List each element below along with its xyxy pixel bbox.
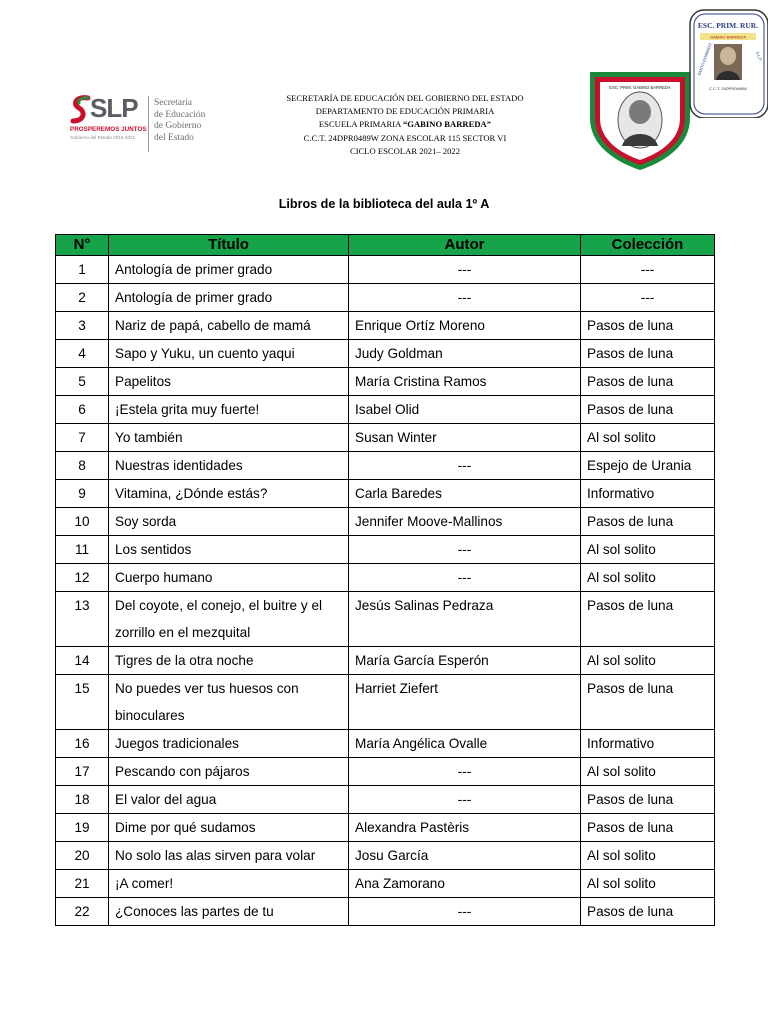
table-row bbox=[56, 592, 715, 647]
cell-titulo: ¡Estela grita muy fuerte! bbox=[109, 396, 349, 424]
cell-autor: Alexandra Pastèris bbox=[349, 814, 581, 842]
column-header-titulo: Título bbox=[109, 235, 349, 256]
cell-coleccion: Pasos de luna bbox=[581, 396, 715, 424]
slp-swirl-icon bbox=[70, 94, 92, 126]
cell-num: 3 bbox=[56, 312, 109, 340]
cell-coleccion: Pasos de luna bbox=[581, 340, 715, 368]
cell-titulo: Cuerpo humano bbox=[109, 564, 349, 592]
table-header-row bbox=[56, 235, 715, 256]
column-header-autor: Autor bbox=[349, 235, 581, 256]
school-shield bbox=[584, 66, 696, 172]
table-row bbox=[56, 786, 715, 814]
table-row bbox=[56, 312, 715, 340]
header-school bbox=[240, 118, 570, 131]
cell-titulo: Vitamina, ¿Dónde estás? bbox=[109, 480, 349, 508]
cell-coleccion: Pasos de luna bbox=[581, 786, 715, 814]
cell-coleccion: Al sol solito bbox=[581, 424, 715, 452]
table-row bbox=[56, 508, 715, 536]
school-seal bbox=[688, 8, 768, 118]
seal-icon bbox=[688, 8, 768, 118]
cell-num: 9 bbox=[56, 480, 109, 508]
secretaria-line: de Gobierno bbox=[154, 121, 202, 131]
cell-num: 17 bbox=[56, 758, 109, 786]
table-row bbox=[56, 424, 715, 452]
table-row bbox=[56, 898, 715, 926]
cell-coleccion: Al sol solito bbox=[581, 564, 715, 592]
zona-escolar: ZONA ESCOLAR 115 bbox=[380, 132, 461, 143]
cell-coleccion: Pasos de luna bbox=[581, 368, 715, 396]
cell-titulo: Juegos tradicionales bbox=[109, 730, 349, 758]
table-row bbox=[56, 564, 715, 592]
cell-autor: Harriet Ziefert bbox=[349, 675, 581, 730]
cell-autor: Ana Zamorano bbox=[349, 870, 581, 898]
header-departamento: DEPARTAMENTO DE EDUCACIÓN PRIMARIA bbox=[315, 106, 495, 117]
cell-titulo: Nuestras identidades bbox=[109, 452, 349, 480]
cell-num: 22 bbox=[56, 898, 109, 926]
cell-autor: --- bbox=[349, 758, 581, 786]
table-row bbox=[56, 536, 715, 564]
cell-coleccion: Espejo de Urania bbox=[581, 452, 715, 480]
column-header-num: N° bbox=[56, 235, 109, 256]
secretaria-line: de Educación bbox=[154, 109, 206, 120]
table-row bbox=[56, 452, 715, 480]
table-row bbox=[56, 814, 715, 842]
cell-autor: --- bbox=[349, 452, 581, 480]
seal-banner: GABINO BARREDA bbox=[709, 34, 747, 40]
cell-titulo: Papelitos bbox=[109, 368, 349, 396]
cell-titulo: Yo también bbox=[109, 424, 349, 452]
school-name: “GABINO BARREDA” bbox=[402, 119, 492, 130]
cell-coleccion: --- bbox=[581, 256, 715, 284]
cell-autor: Josu García bbox=[349, 842, 581, 870]
cell-autor: --- bbox=[349, 898, 581, 926]
cell-titulo: ¿Conoces las partes de tu bbox=[109, 898, 349, 926]
cell-num: 21 bbox=[56, 870, 109, 898]
cell-titulo: ¡A comer! bbox=[109, 870, 349, 898]
cell-autor: Jesús Salinas Pedraza bbox=[349, 592, 581, 647]
cell-autor: María Cristina Ramos bbox=[349, 368, 581, 396]
cell-autor: --- bbox=[349, 786, 581, 814]
cell-num: 15 bbox=[56, 675, 109, 730]
cell-autor: Carla Baredes bbox=[349, 480, 581, 508]
header-cct-row bbox=[240, 132, 570, 145]
ciclo-escolar: CICLO ESCOLAR 2021– 2022 bbox=[349, 145, 461, 156]
cell-coleccion: Al sol solito bbox=[581, 536, 715, 564]
cell-titulo: El valor del agua bbox=[109, 786, 349, 814]
cell-num: 20 bbox=[56, 842, 109, 870]
cell-autor: Enrique Ortíz Moreno bbox=[349, 312, 581, 340]
table-row bbox=[56, 256, 715, 284]
cell-num: 10 bbox=[56, 508, 109, 536]
table-body bbox=[56, 256, 715, 926]
cell-titulo: Antología de primer grado bbox=[109, 284, 349, 312]
cell-num: 19 bbox=[56, 814, 109, 842]
table-row bbox=[56, 368, 715, 396]
cell-num: 1 bbox=[56, 256, 109, 284]
cell-coleccion: Informativo bbox=[581, 730, 715, 758]
books-table bbox=[55, 234, 715, 926]
cell-num: 16 bbox=[56, 730, 109, 758]
cell-titulo: No solo las alas sirven para volar bbox=[109, 842, 349, 870]
cell-num: 2 bbox=[56, 284, 109, 312]
cell-coleccion: Al sol solito bbox=[581, 870, 715, 898]
secretaria-label bbox=[154, 98, 205, 144]
cell-autor: Judy Goldman bbox=[349, 340, 581, 368]
cell-num: 7 bbox=[56, 424, 109, 452]
seal-cct: C.C.T. 24DPR0489W bbox=[709, 86, 747, 91]
logo-divider bbox=[148, 96, 149, 152]
table-row bbox=[56, 647, 715, 675]
secretaria-line: del Estado bbox=[154, 132, 194, 143]
cell-titulo: Antología de primer grado bbox=[109, 256, 349, 284]
shield-caption-graphic bbox=[584, 80, 696, 100]
cell-autor: --- bbox=[349, 256, 581, 284]
cell-num: 6 bbox=[56, 396, 109, 424]
slp-subtagline: Gobierno del Estado 2015-2021 bbox=[70, 135, 136, 140]
cell-autor: --- bbox=[349, 536, 581, 564]
table-row bbox=[56, 842, 715, 870]
column-header-coleccion: Colección bbox=[581, 235, 715, 256]
cell-num: 11 bbox=[56, 536, 109, 564]
table-row bbox=[56, 284, 715, 312]
cell-coleccion: --- bbox=[581, 284, 715, 312]
cell-autor: María García Esperón bbox=[349, 647, 581, 675]
cell-titulo: Sapo y Yuku, un cuento yaqui bbox=[109, 340, 349, 368]
seal-right-text: S.L.P. bbox=[755, 50, 764, 63]
cell-coleccion: Al sol solito bbox=[581, 758, 715, 786]
cell-titulo: No puedes ver tus huesos con binoculares bbox=[109, 675, 349, 730]
table-row bbox=[56, 480, 715, 508]
cell-titulo: Del coyote, el conejo, el buitre y el zorrillo en el mezquital bbox=[109, 592, 349, 647]
cell-coleccion: Informativo bbox=[581, 480, 715, 508]
cell-coleccion: Pasos de luna bbox=[581, 898, 715, 926]
table-row bbox=[56, 758, 715, 786]
cell-autor: --- bbox=[349, 564, 581, 592]
cell-coleccion: Al sol solito bbox=[581, 647, 715, 675]
secretaria-line: Secretaría bbox=[154, 98, 192, 108]
table-row bbox=[56, 396, 715, 424]
cell-titulo: Dime por qué sudamos bbox=[109, 814, 349, 842]
cell-autor: Jennifer Moove-Mallinos bbox=[349, 508, 581, 536]
cell-coleccion: Pasos de luna bbox=[581, 592, 715, 647]
cell-num: 18 bbox=[56, 786, 109, 814]
seal-top-text: ESC. PRIM. RUR. bbox=[697, 21, 759, 30]
document-header bbox=[240, 92, 570, 158]
cell-titulo: Nariz de papá, cabello de mamá bbox=[109, 312, 349, 340]
cct-code: C.C.T. 24DPR0489W bbox=[303, 132, 379, 143]
cell-num: 8 bbox=[56, 452, 109, 480]
page-title: Libros de la biblioteca del aula 1º A bbox=[278, 197, 490, 211]
sector: SECTOR VI bbox=[462, 132, 507, 143]
shield-caption: ESC. PRIM. GABINO BARREDA bbox=[609, 85, 671, 90]
table-row bbox=[56, 675, 715, 730]
cell-autor: Susan Winter bbox=[349, 424, 581, 452]
header-secretaria: SECRETARÍA DE EDUCACIÓN DEL GOBIERNO DEL ESTADO bbox=[286, 93, 524, 103]
cell-titulo: Pescando con pájaros bbox=[109, 758, 349, 786]
table-row bbox=[56, 870, 715, 898]
slp-word: SLP bbox=[90, 93, 138, 123]
cell-num: 14 bbox=[56, 647, 109, 675]
table-row bbox=[56, 730, 715, 758]
cell-autor: Isabel Olid bbox=[349, 396, 581, 424]
cell-titulo: Tigres de la otra noche bbox=[109, 647, 349, 675]
cell-coleccion: Al sol solito bbox=[581, 842, 715, 870]
cell-coleccion: Pasos de luna bbox=[581, 814, 715, 842]
cell-num: 4 bbox=[56, 340, 109, 368]
table-row bbox=[56, 340, 715, 368]
slp-tagline: PROSPEREMOS JUNTOS bbox=[70, 126, 147, 133]
cell-titulo: Los sentidos bbox=[109, 536, 349, 564]
slp-logo bbox=[70, 90, 220, 160]
slp-mark bbox=[70, 90, 145, 156]
seal-left-text: SANTO DOMINGO bbox=[696, 42, 713, 77]
cell-titulo: Soy sorda bbox=[109, 508, 349, 536]
cell-autor: --- bbox=[349, 284, 581, 312]
cell-autor: María Angélica Ovalle bbox=[349, 730, 581, 758]
cell-coleccion: Pasos de luna bbox=[581, 508, 715, 536]
cell-num: 13 bbox=[56, 592, 109, 647]
cell-num: 12 bbox=[56, 564, 109, 592]
cell-num: 5 bbox=[56, 368, 109, 396]
school-prefix: ESCUELA PRIMARIA bbox=[318, 119, 403, 130]
cell-coleccion: Pasos de luna bbox=[581, 675, 715, 730]
cell-coleccion: Pasos de luna bbox=[581, 312, 715, 340]
